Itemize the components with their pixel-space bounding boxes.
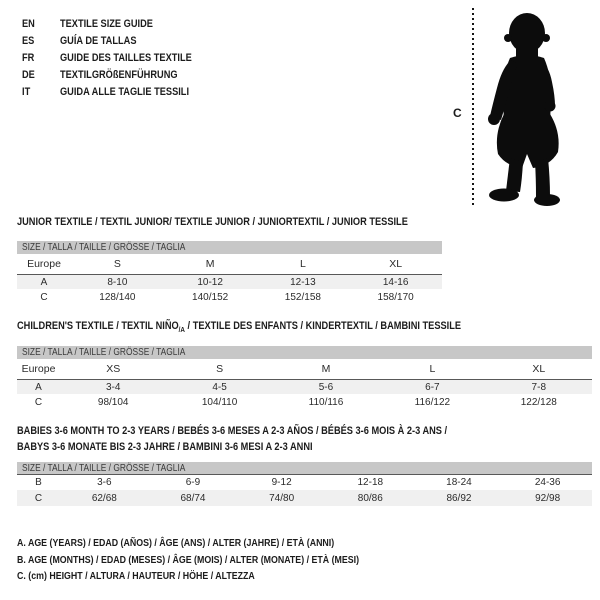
value-cell: 86/92 (415, 490, 504, 506)
language-row (22, 49, 217, 66)
babies-size-table (17, 425, 592, 506)
value-cell: 98/104 (97, 396, 129, 408)
value-cell: 7-8 (486, 380, 592, 395)
age-years-row (17, 275, 442, 290)
height-cm-row (17, 289, 442, 305)
size-header-bar: SIZE / TALLA / TAILLE / GRÖSSE / TAGLIA (17, 241, 442, 254)
value-cell: 10-12 (164, 275, 257, 290)
language-code: FR (22, 51, 35, 64)
row-label: C (34, 396, 43, 408)
size-cell: L (379, 359, 485, 380)
value-cell: 8-10 (71, 275, 164, 290)
region-label: Europe (17, 254, 71, 275)
value-cell: 92/98 (503, 490, 592, 506)
size-cell: S (166, 359, 272, 380)
value-cell: 80/86 (326, 490, 415, 506)
language-title: GUÍA DE TALLAS (60, 34, 137, 47)
language-code: IT (22, 85, 31, 98)
title-subscript: /A (178, 325, 185, 335)
height-cm-row (17, 394, 592, 410)
size-cell: XL (349, 254, 442, 275)
height-measure-label: C (453, 106, 462, 120)
region-label: Europe (17, 359, 60, 380)
value-cell: 9-12 (271, 477, 292, 488)
language-row (22, 15, 217, 32)
language-row (22, 32, 217, 49)
junior-size-table (17, 216, 442, 305)
value-cell: 116/122 (414, 396, 451, 408)
language-title: GUIDA ALLE TAGLIE TESSILI (60, 85, 190, 98)
size-header-bar: SIZE / TALLA / TAILLE / GRÖSSE / TAGLIA (17, 346, 592, 359)
row-label: C (40, 291, 48, 303)
height-measure-figure (448, 6, 598, 210)
row-label: A (17, 380, 60, 395)
language-row (22, 66, 217, 83)
baby-silhouette-icon (480, 6, 596, 206)
value-cell: 24-36 (534, 477, 561, 488)
value-cell: 110/116 (308, 396, 344, 408)
value-cell: 5-6 (273, 380, 379, 395)
size-cell: XL (486, 359, 592, 380)
size-cell: M (273, 359, 379, 380)
language-code: DE (22, 68, 35, 81)
age-months-row (17, 475, 592, 490)
value-cell: 122/128 (520, 396, 557, 408)
language-title: TEXTILGRÖßENFÜHRUNG (60, 68, 178, 81)
value-cell: 128/140 (99, 291, 136, 303)
size-cell: S (71, 254, 164, 275)
value-cell: 6-9 (185, 477, 201, 488)
value-cell: 140/152 (192, 291, 229, 303)
value-cell: 74/80 (237, 490, 326, 506)
value-cell: 18-24 (446, 477, 472, 488)
row-label: A (17, 275, 71, 290)
size-cell: XS (60, 359, 166, 380)
table-title: JUNIOR TEXTILE / TEXTIL JUNIOR/ TEXTILE JUNIOR / JUNIORTEXTIL / JUNIOR TESSILE (17, 216, 408, 228)
table-title-line2: BABYS 3-6 MONATE BIS 2-3 JAHRE / BAMBINI 3-6 MESI A 2-3 ANNI (17, 441, 313, 453)
value-cell: 4-5 (166, 380, 272, 395)
size-labels-row (17, 359, 592, 380)
value-cell: 68/74 (149, 490, 238, 506)
legend-footnotes (17, 535, 424, 585)
language-row (22, 83, 217, 100)
row-label: C (17, 490, 60, 506)
height-cm-row (17, 490, 592, 506)
value-cell: 152/158 (284, 291, 321, 303)
size-cell: L (257, 254, 350, 275)
language-title-list (22, 15, 217, 100)
value-cell: 158/170 (377, 291, 414, 303)
value-cell: 12-18 (357, 477, 384, 488)
value-cell: 6-7 (379, 380, 485, 395)
value-cell: 3-6 (97, 477, 112, 488)
language-title: TEXTILE SIZE GUIDE (60, 17, 153, 30)
size-header-bar: SIZE / TALLA / TAILLE / GRÖSSE / TAGLIA (17, 462, 592, 475)
table-title: CHILDREN'S TEXTILE / TEXTIL $NIÑO_{/A}$ / TEXTILE DES ENFANTS / KINDERTEXTIL / BAMBINI TESSILE (17, 320, 462, 335)
height-measure-dotted-line (472, 8, 474, 208)
footnote-b: B. AGE (MONTHS) / EDAD (MESES) / ÂGE (MOIS) / ALTER (MONATE) / ETÀ (MESI) (17, 553, 360, 566)
language-title: GUIDE DES TAILLES TEXTILE (60, 51, 192, 64)
footnote-a: A. AGE (YEARS) / EDAD (AÑOS) / ÂGE (ANS) / ALTER (JAHRE) / ETÀ (ANNI) (17, 537, 335, 549)
row-label: B (35, 477, 42, 488)
size-cell: M (164, 254, 257, 275)
children-size-table (17, 320, 592, 410)
value-cell: 62/68 (60, 490, 149, 506)
language-code: ES (22, 34, 35, 47)
table-title-line1: BABIES 3-6 MONTH TO 2-3 YEARS / BEBÉS 3-6 MESES A 2-3 AÑOS / BÉBÉS 3-6 MOIS À 2-3 ANS / (17, 425, 448, 437)
value-cell: 3-4 (60, 380, 166, 395)
value-cell: 104/110 (201, 396, 238, 408)
value-cell: 14-16 (349, 275, 442, 290)
age-years-row (17, 380, 592, 395)
footnote-c: C. (cm) HEIGHT / ALTURA / HAUTEUR / HÖHE / ALTEZZA (17, 570, 255, 582)
value-cell: 12-13 (257, 275, 350, 290)
language-code: EN (22, 17, 35, 30)
size-labels-row (17, 254, 442, 275)
